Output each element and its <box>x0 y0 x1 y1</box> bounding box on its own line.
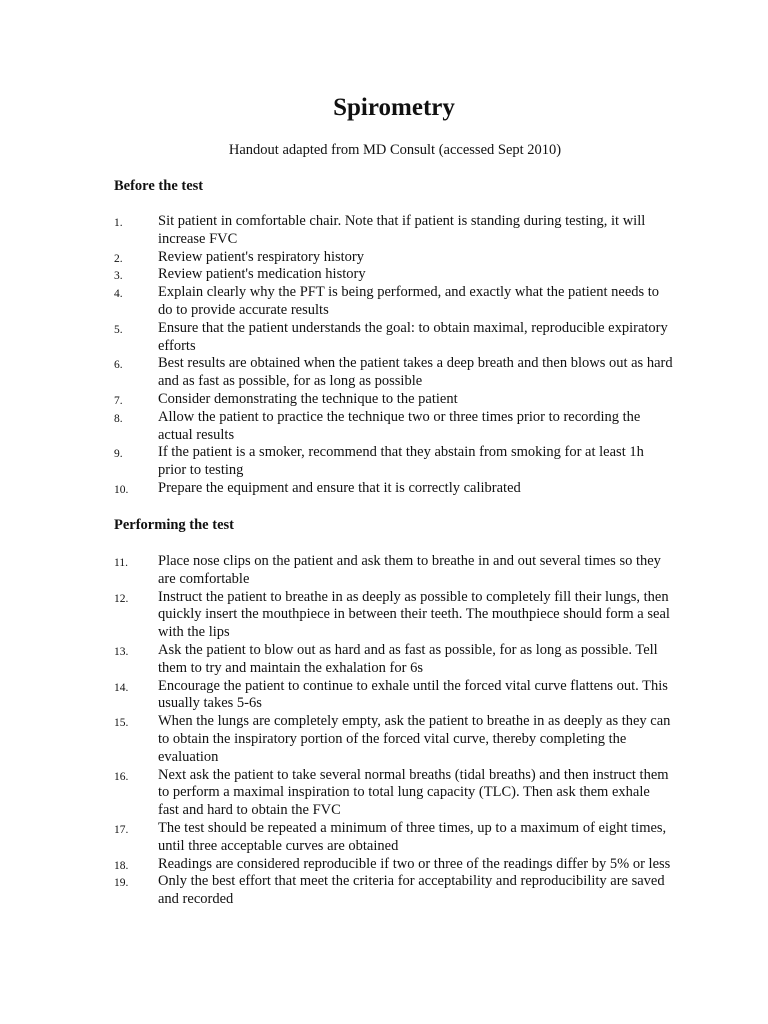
list-item-text: When the lungs are completely empty, ask the patient to breathe in as deeply as they can to obtain the inspiratory portion of the forced vital curve, thereby completing the evaluation <box>158 713 671 765</box>
list-item-text: Only the best effort that meet the criteria for acceptability and reproducibility are saved and recorded <box>158 873 665 908</box>
list-item <box>114 284 674 320</box>
list-item-text: Prepare the equipment and ensure that it is correctly calibrated <box>158 479 521 496</box>
list-item-text: Best results are obtained when the patient takes a deep breath and then blows out as hard and as fast as possible, for as long as possible <box>158 355 673 390</box>
list-item-text: Review patient's respiratory history <box>158 248 364 265</box>
list-item-number: 3. <box>114 270 123 283</box>
list-item-number: 15. <box>114 717 129 730</box>
list-item-text: Encourage the patient to continue to exhale until the forced vital curve flattens out. This usually takes 5-6s <box>158 677 668 712</box>
list-item <box>114 320 674 356</box>
performing-test-list <box>114 553 674 909</box>
before-test-list <box>114 213 674 498</box>
list-item-number: 1. <box>114 217 123 229</box>
list-item-text: Review patient's medication history <box>158 266 366 283</box>
list-item-text: The test should be repeated a minimum of three times, up to a maximum of eight times, until three acceptable curves are obtained <box>158 819 667 854</box>
list-item <box>114 266 674 284</box>
list-item-text: Sit patient in comfortable chair. Note that if patient is standing during testing, it will increase FVC <box>158 213 646 247</box>
list-item-number: 5. <box>114 323 123 336</box>
list-item-text: If the patient is a smoker, recommend that they abstain from smoking for at least 1h prior to testing <box>158 444 644 479</box>
list-item-text: Explain clearly why the PFT is being performed, and exactly what the patient needs to do to provide accurate results <box>158 284 660 318</box>
list-item <box>114 820 674 856</box>
list-item <box>114 873 674 909</box>
list-item-text: Ask the patient to blow out as hard and as fast as possible, for as long as possible. Tell them to try and maintain the exhalation for 6s <box>158 641 658 676</box>
list-item <box>114 409 674 445</box>
list-item-text: Next ask the patient to take several normal breaths (tidal breaths) and then instruct them to perform a maximal inspiration to total lung capacity (TLC). Then ask them exhale fast and hard to obtain the FVC <box>158 766 669 819</box>
list-item-number: 17. <box>114 823 129 836</box>
list-item <box>114 642 674 678</box>
list-item-number: 13. <box>114 645 129 658</box>
list-item-number: 4. <box>114 288 123 301</box>
section-heading-performing-test: Performing the test <box>114 517 234 533</box>
list-item <box>114 856 674 874</box>
list-item-number: 16. <box>114 770 129 783</box>
list-item-text: Allow the patient to practice the technique two or three times prior to recording the actual results <box>158 408 641 443</box>
page-title: Spirometry <box>333 94 455 121</box>
list-item-text: Consider demonstrating the technique to the patient <box>158 390 458 407</box>
list-item-number: 19. <box>114 877 129 890</box>
list-item <box>114 480 674 498</box>
list-item-number: 12. <box>114 592 129 605</box>
list-item-number: 11. <box>114 557 128 569</box>
list-item-text: Instruct the patient to breathe in as deeply as possible to completely fill their lungs, then quickly insert the mouthpiece in between their teeth. The mouthpiece should form a seal with the lips <box>158 588 670 641</box>
list-item <box>114 678 674 714</box>
section-heading-before-test: Before the test <box>114 178 204 194</box>
list-item <box>114 767 674 820</box>
list-item-number: 9. <box>114 448 123 461</box>
list-item-text: Readings are considered reproducible if two or three of the readings differ by 5% or less <box>158 855 671 872</box>
page-subtitle: Handout adapted from MD Consult (accessed Sept 2010) <box>228 142 562 158</box>
list-item <box>114 444 674 480</box>
list-item <box>114 249 674 267</box>
list-item <box>114 553 674 589</box>
list-item <box>114 713 674 766</box>
list-item-text: Ensure that the patient understands the goal: to obtain maximal, reproducible expiratory efforts <box>158 319 668 354</box>
list-item-number: 2. <box>114 252 123 265</box>
list-item-number: 10. <box>114 483 129 496</box>
list-item <box>114 391 674 409</box>
list-item-number: 7. <box>114 394 123 407</box>
list-item-number: 18. <box>114 859 129 872</box>
list-item <box>114 589 674 642</box>
list-item-number: 6. <box>114 359 123 372</box>
list-item-number: 14. <box>114 681 129 694</box>
list-item-text: Place nose clips on the patient and ask them to breathe in and out several times so they are comfortable <box>158 553 661 587</box>
list-item <box>114 355 674 391</box>
list-item <box>114 213 674 249</box>
list-item-number: 8. <box>114 412 123 425</box>
